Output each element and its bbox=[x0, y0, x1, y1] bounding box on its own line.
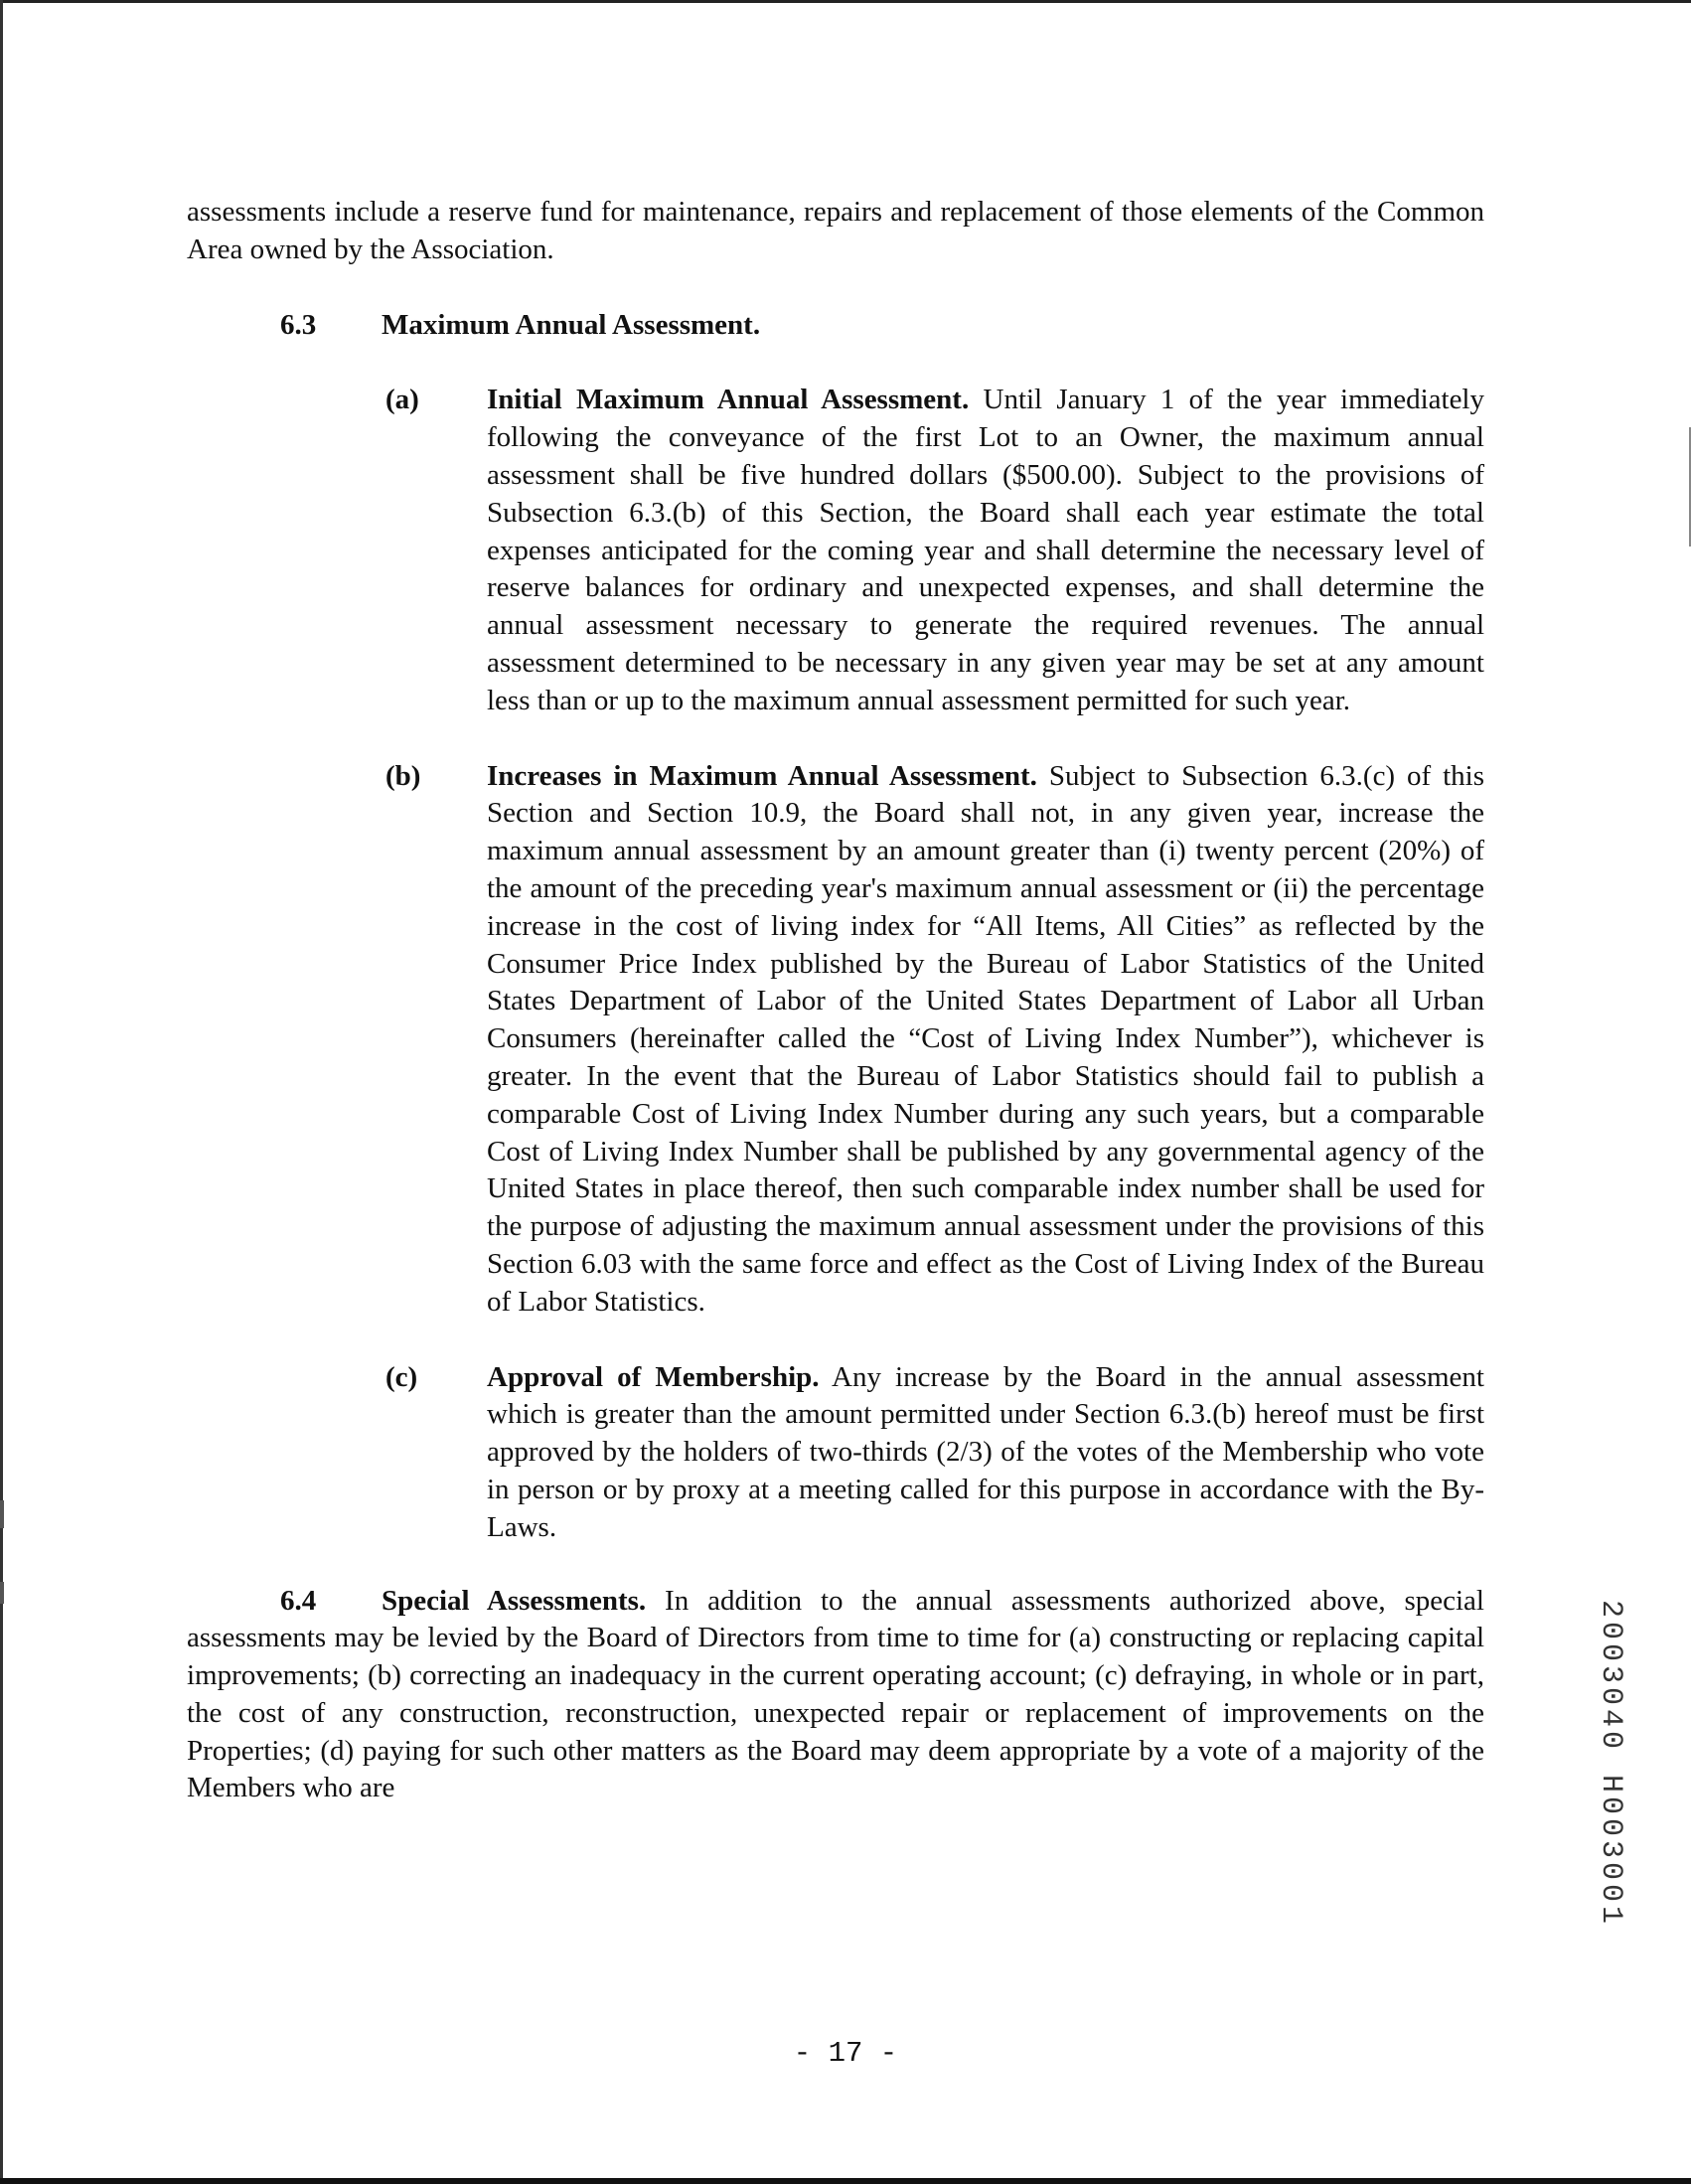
subsection-text: Until January 1 of the year immediately following the conveyance of the first Lot to an Owner, the maximum annual assessment shall be five hundred dollars ($500.00). Subject to the provisions of Subsection 6.3.(b) of this Section, the Board shall each year estimate the total expenses anticipated for the coming year and shall determine the necessary level of reserve balances for ordinary and unexpected expenses, and shall determine the annual assessment necessary to generate the required revenues. The annual assessment determined to be necessary in any given year may be set at any amount less than or up to the maximum annual assessment permitted for such year. bbox=[487, 384, 1484, 716]
section-number: 6.4 bbox=[280, 1584, 317, 1617]
subsection-body bbox=[487, 382, 1484, 719]
section-6-3-heading bbox=[187, 307, 1484, 345]
subsection-title: Increases in Maximum Annual Assessment. bbox=[487, 759, 1037, 792]
scan-edge-left bbox=[0, 0, 3, 2184]
intro-paragraph: assessments include a reserve fund for maintenance, repairs and replacement of those elements of the Common Area owned by the Association. bbox=[187, 196, 1484, 265]
section-title: Maximum Annual Assessment. bbox=[382, 308, 761, 341]
subsection-text: Subject to Subsection 6.3.(c) of this Section and Section 10.9, the Board shall not, in any given year, increase the maximum annual assessment by an amount greater than (i) twenty percent (20%) of the amount of the preceding year's maximum annual assessment or (ii) the percentage increase in the cost of living index for “All Items, All Cities” as reflected by the Consumer Price Index published by the Bureau of Labor Statistics of the United States Department of Labor of the United States Department of Labor all Urban Consumers (hereinafter called the “Cost of Living Index Number”), whichever is greater. In the event that the Bureau of Labor Statistics should fail to publish a comparable Cost of Living Index Number during any such years, but a comparable Cost of Living Index Number shall be published by any governmental agency of the United States in place thereof, then such comparable index number shall be used for the purpose of adjusting the maximum annual assessment under the provisions of this Section 6.03 with the same force and effect as the Cost of Living Index of the Bureau of Labor Statistics. bbox=[487, 759, 1484, 1318]
page-number: - 17 - bbox=[793, 2037, 898, 2070]
subsection-label: (c) bbox=[385, 1360, 418, 1393]
subsection-title: Approval of Membership. bbox=[487, 1360, 820, 1393]
subsection-label: (a) bbox=[385, 384, 419, 416]
subsection-title: Initial Maximum Annual Assessment. bbox=[487, 384, 970, 416]
scan-edge-top bbox=[0, 0, 1691, 3]
recording-stamp: 2003040 H003001 bbox=[1594, 1600, 1627, 1929]
subsection-c bbox=[385, 1359, 1484, 1547]
subsection-body bbox=[487, 758, 1484, 1322]
section-number: 6.3 bbox=[280, 308, 317, 341]
scan-mark bbox=[0, 1582, 4, 1604]
document-page bbox=[187, 194, 1484, 1807]
scan-edge-bottom bbox=[0, 2178, 1691, 2184]
section-text: In addition to the annual assessments authorized above, special assessments may be levied by the Board of Directors from time to time for (a) constructing or replacing capital improvements; (b) correcting an inadequacy in the current operating account; (c) defraying, in whole or in part, the cost of any construction, reconstruction, unexpected repair or replacement of improvements on the Properties; (d) paying for such other matters as the Board may deem appropriate by a vote of a majority of the Members who are bbox=[187, 1584, 1484, 1804]
subsection-a bbox=[385, 382, 1484, 719]
subsection-b bbox=[385, 758, 1484, 1322]
subsection-text: Any increase by the Board in the annual assessment which is greater than the amount permitted under Section 6.3.(b) hereof must be first approved by the holders of two-thirds (2/3) of the votes of the Membership who vote in person or by proxy at a meeting called for this purpose in accordance with the By-Laws. bbox=[487, 1360, 1484, 1543]
subsection-label: (b) bbox=[385, 759, 421, 792]
scan-mark bbox=[0, 1500, 4, 1528]
section-title: Special Assessments. bbox=[382, 1584, 647, 1617]
subsection-body bbox=[487, 1359, 1484, 1547]
section-6-4-paragraph bbox=[187, 1583, 1484, 1808]
